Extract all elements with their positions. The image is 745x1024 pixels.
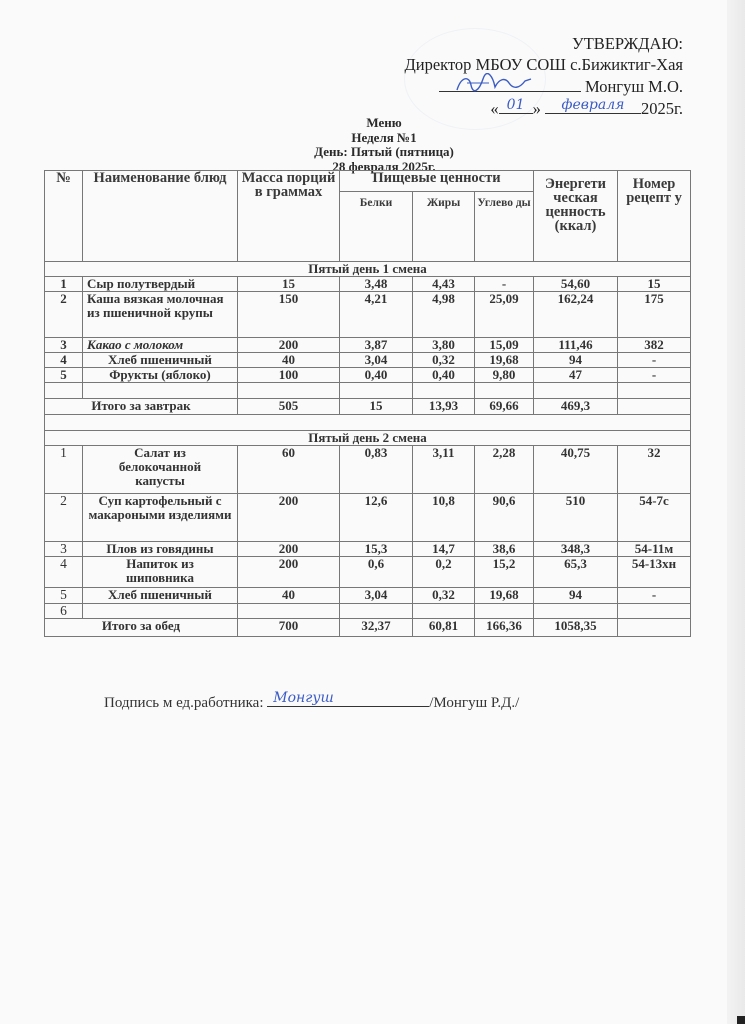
total-energy: 1058,35 xyxy=(534,619,618,637)
cell-energy: 47 xyxy=(534,368,618,383)
cell-fats: 4,98 xyxy=(413,292,475,338)
cell-num: 1 xyxy=(45,277,83,292)
cell-proteins xyxy=(340,604,413,619)
cell-mass: 150 xyxy=(238,292,340,338)
cell-proteins: 15,3 xyxy=(340,542,413,557)
table-row xyxy=(45,368,691,383)
cell-carbs: 19,68 xyxy=(475,353,534,368)
total-row xyxy=(45,619,691,637)
cell-fats: 10,8 xyxy=(413,494,475,542)
cell-energy: 510 xyxy=(534,494,618,542)
total-recipe xyxy=(618,619,691,637)
date-month xyxy=(545,97,641,114)
cell-fats: 0,32 xyxy=(413,353,475,368)
total-carbs: 166,36 xyxy=(475,619,534,637)
medical-signature xyxy=(104,690,519,712)
director-name: Монгуш М.О. xyxy=(584,77,683,96)
cell-carbs xyxy=(475,604,534,619)
cell-num: 6 xyxy=(45,604,83,619)
table-row xyxy=(45,353,691,368)
cell-mass: 200 xyxy=(238,494,340,542)
cell-proteins: 0,40 xyxy=(340,368,413,383)
table-row xyxy=(45,338,691,353)
cell-carbs: 15,09 xyxy=(475,338,534,353)
cell-energy: 40,75 xyxy=(534,446,618,494)
cell-num: 2 xyxy=(45,494,83,542)
cell-proteins: 3,04 xyxy=(340,353,413,368)
cell-recipe: 15 xyxy=(618,277,691,292)
cell-carbs: 19,68 xyxy=(475,588,534,604)
cell-fats: 0,32 xyxy=(413,588,475,604)
empty-row xyxy=(45,383,691,399)
header-row xyxy=(45,171,691,192)
section-row xyxy=(45,262,691,277)
date-open-quote: « xyxy=(490,99,499,118)
cell-fats: 3,11 xyxy=(413,446,475,494)
cell-energy: 94 xyxy=(534,588,618,604)
header-recipe: Номер рецепт у xyxy=(618,171,691,262)
header-num: № xyxy=(45,171,83,262)
total-energy: 469,3 xyxy=(534,399,618,415)
cell-proteins: 0,83 xyxy=(340,446,413,494)
cell-num: 2 xyxy=(45,292,83,338)
cell-mass: 200 xyxy=(238,542,340,557)
header-energy: Энергети ческая ценность (ккал) xyxy=(534,171,618,262)
total-recipe xyxy=(618,399,691,415)
cell-mass: 60 xyxy=(238,446,340,494)
cell-dish: Плов из говядины xyxy=(83,542,238,557)
cell-mass: 200 xyxy=(238,557,340,588)
header-fats: Жиры xyxy=(413,192,475,262)
date-close-quote: » xyxy=(532,99,541,118)
cell-dish: Хлеб пшеничный xyxy=(83,353,238,368)
cell-energy: 65,3 xyxy=(534,557,618,588)
cell-dish: Сыр полутвердый xyxy=(83,277,238,292)
total-label: Итого за завтрак xyxy=(45,399,238,415)
cell-fats: 0,2 xyxy=(413,557,475,588)
cell-energy: 348,3 xyxy=(534,542,618,557)
cell-dish: Салат из белокочанной капусты xyxy=(83,446,238,494)
approval-block xyxy=(404,33,683,119)
cell-energy: 94 xyxy=(534,353,618,368)
cell-carbs: 90,6 xyxy=(475,494,534,542)
cell-recipe: - xyxy=(618,353,691,368)
table-row xyxy=(45,446,691,494)
cell-carbs: 25,09 xyxy=(475,292,534,338)
director-signature xyxy=(439,75,581,92)
cell-num: 3 xyxy=(45,542,83,557)
cell-proteins: 3,04 xyxy=(340,588,413,604)
cell-fats: 0,40 xyxy=(413,368,475,383)
cell-energy: 162,24 xyxy=(534,292,618,338)
total-mass: 700 xyxy=(238,619,340,637)
date-year: 2025г. xyxy=(640,99,683,118)
section1-title: Пятый день 1 смена xyxy=(45,262,691,277)
cell-carbs: - xyxy=(475,277,534,292)
header-nutrition: Пищевые ценности xyxy=(340,171,534,192)
medical-signature-line xyxy=(267,690,429,707)
table-row xyxy=(45,588,691,604)
cell-recipe: 54-7с xyxy=(618,494,691,542)
cell-proteins: 3,87 xyxy=(340,338,413,353)
cell-dish: Напиток из шиповника xyxy=(83,557,238,588)
cell-fats xyxy=(413,604,475,619)
director-signature-scribble xyxy=(449,73,544,93)
cell-recipe: 54-11м xyxy=(618,542,691,557)
cell-proteins: 0,6 xyxy=(340,557,413,588)
table-row xyxy=(45,277,691,292)
spacer-row xyxy=(45,415,691,431)
cell-fats: 3,80 xyxy=(413,338,475,353)
table-row xyxy=(45,292,691,338)
total-proteins: 32,37 xyxy=(340,619,413,637)
cell-fats: 4,43 xyxy=(413,277,475,292)
cell-dish: Каша вязкая молочная из пшеничной крупы xyxy=(83,292,238,338)
cell-num: 1 xyxy=(45,446,83,494)
cell-num: 5 xyxy=(45,588,83,604)
cell-recipe: - xyxy=(618,368,691,383)
date-day xyxy=(499,97,533,114)
table-row xyxy=(45,604,691,619)
title-week: Неделя №1 xyxy=(351,129,417,145)
cell-mass xyxy=(238,604,340,619)
header-proteins: Белки xyxy=(340,192,413,262)
date-month-handwritten: февраля xyxy=(561,97,625,113)
cell-carbs: 38,6 xyxy=(475,542,534,557)
total-label: Итого за обед xyxy=(45,619,238,637)
total-row xyxy=(45,399,691,415)
cell-mass: 15 xyxy=(238,277,340,292)
cell-fats: 14,7 xyxy=(413,542,475,557)
header-carbs: Углево ды xyxy=(475,192,534,262)
cell-num: 4 xyxy=(45,353,83,368)
cell-carbs: 2,28 xyxy=(475,446,534,494)
medical-signature-handwritten: Монгуш xyxy=(273,690,334,706)
table-row xyxy=(45,494,691,542)
table-row xyxy=(45,557,691,588)
cell-recipe xyxy=(618,604,691,619)
total-mass: 505 xyxy=(238,399,340,415)
section-row xyxy=(45,431,691,446)
total-proteins: 15 xyxy=(340,399,413,415)
cell-carbs: 9,80 xyxy=(475,368,534,383)
cell-energy: 111,46 xyxy=(534,338,618,353)
cell-proteins: 3,48 xyxy=(340,277,413,292)
cell-mass: 100 xyxy=(238,368,340,383)
section2-title: Пятый день 2 смена xyxy=(45,431,691,446)
cell-mass: 40 xyxy=(238,588,340,604)
cell-recipe: 382 xyxy=(618,338,691,353)
cell-num: 5 xyxy=(45,368,83,383)
header-mass: Масса порций в граммах xyxy=(238,171,340,262)
signature-name: /Монгуш Р.Д./ xyxy=(429,695,520,711)
cell-carbs: 15,2 xyxy=(475,557,534,588)
cell-dish: Хлеб пшеничный xyxy=(83,588,238,604)
cell-recipe: 175 xyxy=(618,292,691,338)
cell-num: 4 xyxy=(45,557,83,588)
menu-title xyxy=(0,116,745,174)
table-row xyxy=(45,542,691,557)
scan-corner xyxy=(737,1016,745,1024)
cell-proteins: 12,6 xyxy=(340,494,413,542)
cell-dish xyxy=(83,604,238,619)
cell-energy: 54,60 xyxy=(534,277,618,292)
total-fats: 60,81 xyxy=(413,619,475,637)
date-day-handwritten: 01 xyxy=(506,97,525,113)
cell-recipe: - xyxy=(618,588,691,604)
cell-dish: Какао с молоком xyxy=(83,338,238,353)
cell-mass: 200 xyxy=(238,338,340,353)
title-menu: Меню xyxy=(366,115,402,130)
cell-recipe: 32 xyxy=(618,446,691,494)
menu-table xyxy=(44,170,691,637)
header-name: Наименование блюд xyxy=(83,171,238,262)
cell-proteins: 4,21 xyxy=(340,292,413,338)
total-carbs: 69,66 xyxy=(475,399,534,415)
cell-dish: Суп картофельный с макароными изделиями xyxy=(83,494,238,542)
cell-energy xyxy=(534,604,618,619)
title-date: 28 февраля 2025г. xyxy=(332,158,436,174)
total-fats: 13,93 xyxy=(413,399,475,415)
cell-num: 3 xyxy=(45,338,83,353)
signature-label: Подпись м ед.работника: xyxy=(104,695,264,711)
approval-heading: УТВЕРЖДАЮ: xyxy=(572,34,683,53)
approval-signature-line xyxy=(404,75,683,97)
cell-mass: 40 xyxy=(238,353,340,368)
title-day: День: Пятый (пятница) xyxy=(314,144,454,159)
cell-dish: Фрукты (яблоко) xyxy=(83,368,238,383)
cell-recipe: 54-13хн xyxy=(618,557,691,588)
approval-position: Директор МБОУ СОШ с.Бижиктиг-Хая xyxy=(404,55,683,74)
